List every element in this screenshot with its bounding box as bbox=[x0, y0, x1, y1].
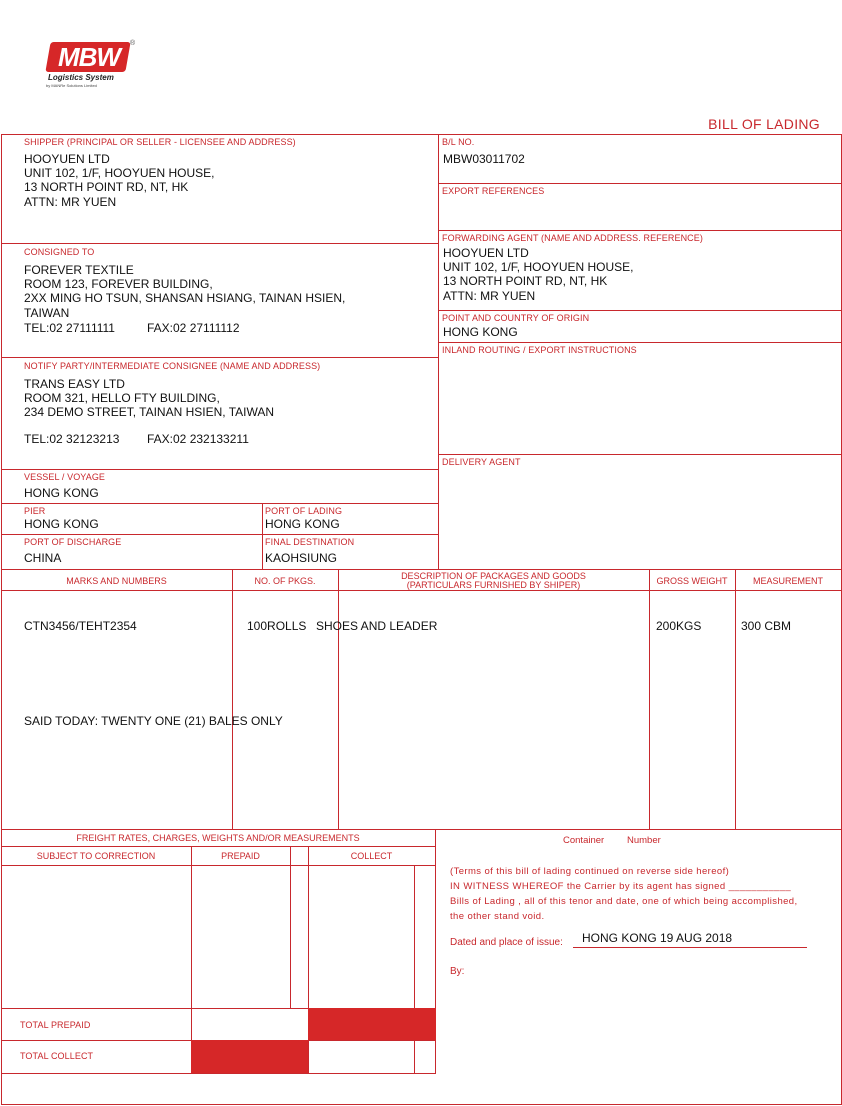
consignee-line: ROOM 123, FOREVER BUILDING, bbox=[24, 277, 213, 291]
origin-label: POINT AND COUNTRY OF ORIGIN bbox=[442, 313, 590, 323]
consignee-fax: FAX:02 27111112 bbox=[147, 321, 240, 335]
shipper-label: SHIPPER (PRINCIPAL OR SELLER - LICENSEE AND ADDRESS) bbox=[24, 137, 296, 147]
prepaid-header: PREPAID bbox=[221, 851, 260, 861]
consignee-tel: TEL:02 27111111 bbox=[24, 321, 115, 335]
divider bbox=[1, 243, 438, 244]
document-title: BILL OF LADING bbox=[708, 116, 820, 132]
shipper-line: UNIT 102, 1/F, HOOYUEN HOUSE, bbox=[24, 166, 215, 180]
notify-party-line: TRANS EASY LTD bbox=[24, 377, 125, 391]
terms-line: IN WITNESS WHEREOF the Carrier by its agent has signed ___________ bbox=[450, 881, 792, 892]
forwarding-agent-line: ATTN: MR YUEN bbox=[443, 289, 536, 303]
forwarding-agent-label: FORWARDING AGENT (NAME AND ADDRESS. REFERENCE) bbox=[442, 233, 703, 243]
logo-tagline: Logistics System bbox=[48, 73, 114, 82]
divider bbox=[438, 183, 841, 184]
divider bbox=[262, 503, 263, 569]
description-header-line2: (PARTICULARS FURNISHED BY SHIPER) bbox=[406, 580, 581, 590]
vessel-label: VESSEL / VOYAGE bbox=[24, 472, 106, 482]
forwarding-agent-line: HOOYUEN LTD bbox=[443, 246, 529, 260]
final-destination-value: KAOHSIUNG bbox=[265, 551, 338, 565]
vessel-value: HONG KONG bbox=[24, 486, 99, 500]
container-label: Container bbox=[563, 835, 605, 846]
pier-label: PIER bbox=[24, 506, 46, 516]
port-of-lading-label: PORT OF LADING bbox=[265, 506, 343, 516]
shipper-line: ATTN: MR YUEN bbox=[24, 195, 117, 209]
delivery-agent-label: DELIVERY AGENT bbox=[442, 457, 521, 467]
port-of-discharge-label: PORT OF DISCHARGE bbox=[24, 537, 122, 547]
gross-weight-cell: 200KGS bbox=[656, 619, 702, 633]
pkgs-header: NO. OF PKGS. bbox=[254, 576, 316, 586]
consignee-line: TAIWAN bbox=[24, 306, 70, 320]
divider bbox=[1, 1073, 436, 1074]
shipper-line: HOOYUEN LTD bbox=[24, 152, 110, 166]
final-destination-label: FINAL DESTINATION bbox=[265, 537, 355, 547]
notify-party-label: NOTIFY PARTY/INTERMEDIATE CONSIGNEE (NAME AND ADDRESS) bbox=[24, 361, 321, 371]
divider bbox=[1, 829, 842, 830]
issue-value: HONG KONG 19 AUG 2018 bbox=[582, 931, 733, 945]
divider bbox=[438, 230, 841, 231]
port-of-lading-value: HONG KONG bbox=[265, 517, 340, 531]
upper-divider bbox=[438, 134, 439, 569]
outer-border-left bbox=[1, 134, 2, 1105]
divider bbox=[438, 454, 841, 455]
divider bbox=[232, 569, 233, 829]
logo-registered-mark: ® bbox=[130, 40, 136, 47]
divider bbox=[1, 357, 438, 358]
divider bbox=[438, 310, 841, 311]
divider bbox=[338, 569, 339, 829]
divider bbox=[1, 865, 435, 866]
subject-to-correction-header: SUBJECT TO CORRECTION bbox=[36, 851, 156, 861]
total-collect-prepaid-fill bbox=[191, 1040, 308, 1073]
consignee-line: 2XX MING HO TSUN, SHANSAN HSIANG, TAINAN HSIEN, bbox=[24, 291, 346, 305]
marks-cell: CTN3456/TEHT2354 bbox=[24, 619, 137, 633]
notify-party-line: 234 DEMO STREET, TAINAN HSIEN, TAIWAN bbox=[24, 405, 275, 419]
bl-no-value: MBW03011702 bbox=[443, 152, 525, 166]
freight-title: FREIGHT RATES, CHARGES, WEIGHTS AND/OR MEASUREMENTS bbox=[76, 833, 360, 843]
notify-party-line: ROOM 321, HELLO FTY BUILDING, bbox=[24, 391, 220, 405]
divider bbox=[1, 846, 435, 847]
port-of-discharge-value: CHINA bbox=[24, 551, 62, 565]
issue-value-underline bbox=[573, 947, 807, 948]
total-collect-label: TOTAL COLLECT bbox=[20, 1051, 94, 1061]
terms-line: Bills of Lading , all of this tenor and date, one of which being accomplished, bbox=[450, 896, 798, 907]
issue-label: Dated and place of issue: bbox=[450, 937, 563, 948]
outer-border-top bbox=[1, 134, 842, 135]
divider bbox=[290, 846, 291, 1008]
consignee-line: FOREVER TEXTILE bbox=[24, 263, 134, 277]
total-prepaid-collect-fill bbox=[308, 1008, 436, 1040]
logo-brand: MBW bbox=[58, 42, 120, 72]
by-label: By: bbox=[450, 966, 465, 977]
divider bbox=[1, 534, 438, 535]
divider bbox=[414, 865, 415, 1074]
container-number-label: Number bbox=[627, 835, 661, 846]
notify-party-tel: TEL:02 32123213 bbox=[24, 432, 120, 446]
gross-weight-header: GROSS WEIGHT bbox=[656, 576, 728, 586]
pkgs-cell: 100ROLLS bbox=[247, 619, 307, 633]
terms-line: (Terms of this bill of lading continued on reverse side hereof) bbox=[450, 866, 730, 877]
origin-value: HONG KONG bbox=[443, 325, 518, 339]
total-prepaid-label: TOTAL PREPAID bbox=[20, 1020, 91, 1030]
goods-note: SAID TODAY: TWENTY ONE (21) BALES ONLY bbox=[24, 714, 283, 728]
measurement-header: MEASUREMENT bbox=[752, 576, 823, 586]
terms-line: the other stand void. bbox=[450, 911, 545, 922]
collect-header: COLLECT bbox=[350, 851, 393, 861]
divider bbox=[438, 342, 841, 343]
description-header-line1: DESCRIPTION OF PACKAGES AND GOODS bbox=[401, 571, 586, 581]
company-logo bbox=[46, 40, 138, 90]
notify-party-fax: FAX:02 232133211 bbox=[147, 432, 249, 446]
divider bbox=[735, 569, 736, 829]
divider bbox=[1, 569, 842, 570]
divider bbox=[1, 503, 438, 504]
consigned-to-label: CONSIGNED TO bbox=[24, 247, 95, 257]
outer-border-bottom bbox=[1, 1104, 842, 1105]
inland-routing-label: INLAND ROUTING / EXPORT INSTRUCTIONS bbox=[442, 345, 637, 355]
shipper-line: 13 NORTH POINT RD, NT, HK bbox=[24, 180, 189, 194]
divider bbox=[649, 569, 650, 829]
marks-header: MARKS AND NUMBERS bbox=[66, 576, 167, 586]
forwarding-agent-line: 13 NORTH POINT RD, NT, HK bbox=[443, 274, 608, 288]
measurement-cell: 300 CBM bbox=[741, 619, 792, 633]
export-references-label: EXPORT REFERENCES bbox=[442, 186, 545, 196]
pier-value: HONG KONG bbox=[24, 517, 99, 531]
bl-no-label: B/L NO. bbox=[442, 137, 475, 147]
divider bbox=[1, 469, 438, 470]
description-cell: SHOES AND LEADER bbox=[316, 619, 438, 633]
forwarding-agent-line: UNIT 102, 1/F, HOOYUEN HOUSE, bbox=[443, 260, 634, 274]
divider bbox=[1, 590, 842, 591]
logo-subtext: by MANRe Solutions Limited bbox=[46, 83, 97, 88]
